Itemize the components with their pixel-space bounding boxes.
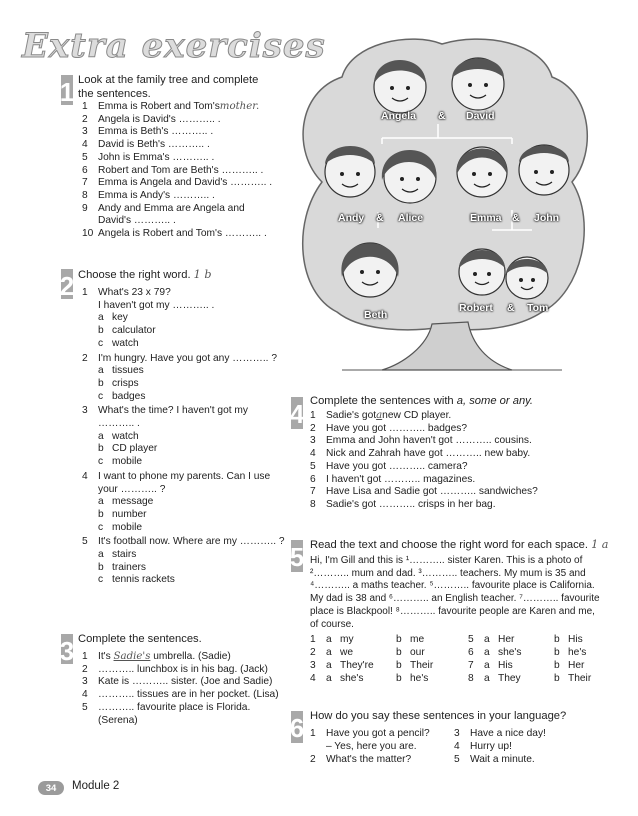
option-cell: a (326, 647, 332, 658)
item-number (82, 715, 98, 728)
option-text: number (112, 508, 147, 520)
exercise-4-instruction-text: Complete the sentences with (310, 395, 457, 407)
item-text-pre: Have Lisa and Sadie got ……….. sandwiches? (326, 486, 538, 498)
question-line (82, 471, 282, 484)
item-number: 8 (310, 498, 316, 510)
item-number: 9 (82, 202, 88, 214)
option-letter: a (98, 496, 104, 508)
option-letter: b (98, 561, 104, 573)
option-cell: a (484, 634, 490, 645)
item-text-pre: ……….. lunchbox is in his bag. (Jack) (98, 663, 268, 675)
exercise-4-instruction-words: a, some or any. (456, 395, 534, 407)
option-text: key (112, 312, 128, 324)
question-text: I'm hungry. Have you got any ……….. ? (98, 352, 277, 364)
item-number: 4 (82, 470, 88, 482)
option-item (82, 574, 282, 587)
page-number-badge: 34 (38, 781, 64, 795)
option-text: tennis rackets (112, 574, 175, 586)
option-text: badges (112, 390, 146, 402)
option-item (82, 378, 282, 391)
item-number: 5 (310, 460, 316, 472)
question-block (82, 536, 285, 587)
item-text: David's ……….. . (98, 215, 176, 227)
option-text: trainers (112, 561, 146, 573)
text-line: ⁴……….. a maths teacher. ⁵……….. favourite place is California. (310, 580, 595, 592)
item-cell (310, 740, 326, 753)
option-cell: our (410, 647, 425, 658)
tree-label-emma: Emma (470, 212, 502, 224)
option-item (82, 549, 282, 562)
item-text: Emma is Beth's ……….. . (98, 126, 214, 138)
example-answer: mother. (219, 101, 260, 112)
option-cell: 2 (310, 647, 316, 658)
list-item (82, 139, 282, 152)
option-cell: 3 (310, 660, 316, 671)
exercise-2-instruction (78, 268, 212, 282)
item-text (98, 676, 272, 689)
module-label: Module 2 (72, 780, 120, 792)
question-block (82, 353, 282, 404)
item-text-pre: Sadie's got ……….. crisps in her bag. (326, 498, 496, 510)
list-item (310, 423, 600, 436)
option-cell: b (554, 647, 560, 658)
item-number: 4 (310, 448, 316, 460)
item-number: 3 (82, 126, 88, 138)
option-text: message (112, 496, 154, 508)
exercise-1-instruction-line: the sentences. (78, 88, 151, 100)
question-text: It's football now. Where are my ……….. ? (98, 536, 285, 548)
option-text: crisps (112, 377, 139, 389)
item-text-pre: (Serena) (98, 714, 138, 726)
text-line: My dad is 38 and ⁶……….. an English teacher. ⁷……….. favourite (310, 593, 600, 605)
exercise-5-instruction-text: Read the text and choose the right word for each space. (310, 539, 588, 551)
exercise-number-5: 5 (289, 542, 305, 572)
tree-label-angela: Angela (381, 110, 417, 122)
exercise-4-instruction (310, 394, 533, 408)
item-text: John is Emma's ……….. . (98, 151, 215, 163)
list-item (82, 126, 282, 139)
item-number (82, 300, 98, 313)
exercise-1-instruction (78, 73, 278, 101)
option-row (310, 646, 608, 659)
item-cell: Wait a minute. (470, 754, 535, 765)
item-number: 5 (82, 701, 88, 713)
option-cell: me (410, 634, 425, 645)
item-text-pre: It's (98, 651, 114, 662)
option-letter: a (98, 365, 104, 377)
option-cell: a (484, 647, 490, 658)
list-item (82, 651, 292, 664)
option-item (82, 522, 282, 535)
list-item (82, 165, 282, 178)
option-cell: His (568, 634, 583, 645)
option-letter: b (98, 443, 104, 455)
exercise-5-example: 1 a (591, 538, 609, 551)
question-text: ……….. . (98, 418, 140, 430)
list-item (82, 228, 282, 241)
exercise-5-options (310, 633, 608, 685)
exercise-number-6: 6 (289, 713, 305, 743)
item-number: 3 (82, 676, 88, 688)
question-text: your ……….. ? (98, 483, 166, 495)
option-cell: my (340, 634, 354, 645)
text-line: Hi, I'm Gill and this is ¹……….. sister Karen. This is a photo of (310, 555, 583, 566)
option-text: CD player (112, 443, 158, 455)
option-letter: c (98, 390, 104, 402)
option-cell: b (554, 673, 560, 684)
option-letter: c (98, 574, 104, 586)
item-cell: 2 (310, 754, 316, 765)
item-number: 5 (82, 151, 88, 163)
item-text: Angela is David's ……….. . (98, 113, 221, 125)
option-cell: b (554, 660, 560, 671)
option-cell: a (484, 673, 490, 684)
item-number: 5 (82, 536, 88, 548)
option-text: mobile (112, 521, 143, 533)
question-line (82, 287, 282, 300)
option-item (82, 391, 282, 404)
option-cell: 6 (468, 647, 474, 658)
question-text: I haven't got my ……….. . (98, 299, 215, 311)
item-cell: Hurry up! (470, 741, 512, 752)
item-number (82, 418, 98, 431)
option-item (82, 431, 282, 444)
option-item (82, 509, 282, 522)
option-cell: b (396, 673, 402, 684)
option-item (82, 325, 282, 338)
family-tree-illustration (282, 32, 600, 376)
exercise-1-list (82, 101, 282, 241)
list-item (310, 410, 600, 423)
item-cell: 3 (454, 728, 460, 739)
item-number: 2 (82, 352, 88, 364)
item-cell: 5 (454, 754, 460, 765)
exercise-2-list (82, 287, 285, 587)
item-text (98, 664, 268, 677)
item-number: 4 (82, 689, 88, 701)
list-item (310, 474, 600, 487)
tree-label-ampersand: & (512, 212, 520, 224)
item-number: 2 (82, 113, 88, 125)
tree-label-beth: Beth (364, 309, 388, 321)
item-number: 3 (310, 435, 316, 447)
option-cell: she's (340, 673, 364, 684)
item-number (82, 484, 98, 497)
item-text-pre: Have you got ……….. badges? (326, 422, 468, 434)
question-line (82, 405, 282, 418)
exercise-5-instruction (310, 538, 608, 552)
option-row (310, 659, 608, 672)
option-cell: b (396, 634, 402, 645)
option-letter: b (98, 508, 104, 520)
option-text: watch (112, 337, 139, 349)
item-cell: Have a nice day! (470, 728, 546, 739)
tree-label-ampersand: & (438, 110, 446, 122)
example-answer: Sadie's (113, 651, 151, 662)
option-letter: a (98, 312, 104, 324)
option-text: mobile (112, 456, 143, 468)
option-cell: 5 (468, 634, 474, 645)
item-number: 2 (82, 663, 88, 675)
item-text-post: new CD player. (382, 410, 452, 421)
option-text: calculator (112, 325, 156, 337)
option-cell: a (326, 660, 332, 671)
option-cell: she's (498, 647, 522, 658)
item-text-pre: Emma and John haven't got ……….. cousins. (326, 435, 532, 447)
option-cell: he's (568, 647, 587, 658)
item-number: 1 (82, 287, 88, 298)
option-letter: a (98, 430, 104, 442)
option-letter: c (98, 337, 104, 349)
option-cell: They're (340, 660, 374, 671)
item-text-pre: Kate is ……….. sister. (Joe and Sadie) (98, 676, 273, 688)
option-letter: b (98, 377, 104, 389)
tree-label-tom: Tom (527, 302, 549, 314)
text-line: place is Blackpool! ⁸……….. favourite people are Karen and me, (310, 605, 595, 617)
item-cell: – Yes, here you are. (326, 741, 417, 752)
option-item (82, 312, 282, 325)
item-text-pre: Have you got ……….. camera? (326, 460, 468, 472)
item-text (98, 689, 279, 702)
option-letter: b (98, 325, 104, 337)
item-number: 4 (82, 139, 88, 151)
option-item (82, 456, 282, 469)
question-line (82, 418, 282, 431)
item-text: Andy and Emma are Angela and (98, 202, 245, 214)
tree-label-david: David (466, 110, 495, 122)
tree-label-ampersand: & (376, 212, 384, 224)
item-number: 6 (82, 164, 88, 176)
list-item (310, 461, 600, 474)
option-cell: 7 (468, 660, 474, 671)
item-number: 7 (82, 177, 88, 189)
exercise-number-2: 2 (59, 271, 75, 301)
question-text: What's the time? I haven't got my (98, 405, 248, 417)
list-item (310, 448, 600, 461)
item-cell: 4 (454, 741, 460, 752)
item-text (98, 651, 231, 664)
list-item (82, 689, 292, 702)
exercise-number-3: 3 (59, 636, 75, 666)
list-item (82, 190, 282, 203)
question-line (82, 484, 282, 497)
item-number: 1 (82, 651, 88, 662)
item-text: David is Beth's ……….. . (98, 139, 210, 151)
exercise-3-instruction: Complete the sentences. (78, 633, 202, 645)
option-item (82, 338, 282, 351)
list-item (310, 740, 590, 753)
item-number: 8 (82, 189, 88, 201)
option-row (310, 672, 608, 685)
option-cell: Her (568, 660, 585, 671)
option-cell: Their (568, 673, 592, 684)
exercise-2-instruction-text: Choose the right word. (78, 269, 191, 281)
list-item (82, 676, 292, 689)
option-text: stairs (112, 549, 137, 561)
item-number: 2 (310, 422, 316, 434)
item-text (98, 702, 250, 715)
list-item (82, 203, 282, 216)
list-item (310, 486, 600, 499)
item-number (82, 215, 98, 228)
item-number: 6 (310, 473, 316, 485)
option-cell: b (554, 634, 560, 645)
question-text: I want to phone my parents. Can I use (98, 470, 271, 482)
item-text-pre: ……….. tissues are in her pocket. (Lisa) (98, 689, 279, 701)
option-cell: he's (410, 673, 429, 684)
list-item (310, 435, 600, 448)
item-number: 1 (310, 410, 316, 421)
tree-label-john: John (534, 212, 560, 224)
item-cell: Have you got a pencil? (326, 728, 430, 739)
exercise-6-instruction: How do you say these sentences in your language? (310, 710, 567, 722)
exercise-3-list (82, 651, 292, 727)
option-cell: b (396, 647, 402, 658)
tree-label-robert: Robert (459, 302, 493, 314)
option-letter: a (98, 549, 104, 561)
item-text (98, 715, 138, 728)
option-text: watch (112, 430, 139, 442)
question-line (82, 300, 282, 313)
list-item (310, 727, 590, 740)
option-letter: c (98, 521, 104, 533)
page-title: Extra exercises (22, 26, 326, 66)
tree-label-andy: Andy (338, 212, 365, 224)
list-item (82, 664, 292, 677)
list-item (82, 177, 282, 190)
question-text: What's 23 x 79? (98, 287, 171, 298)
option-item (82, 496, 282, 509)
question-line (82, 353, 282, 366)
question-block (82, 405, 282, 469)
option-cell: 1 (310, 634, 316, 645)
list-item (82, 715, 292, 728)
option-row (310, 633, 608, 646)
tree-label-alice: Alice (398, 212, 424, 224)
option-cell: His (498, 660, 513, 671)
option-cell: we (340, 647, 354, 658)
item-number: 3 (82, 405, 88, 417)
option-cell: b (396, 660, 402, 671)
list-item (310, 753, 590, 766)
option-item (82, 443, 282, 456)
item-text: Emma is Angela and David's ……….. . (98, 177, 273, 189)
text-line: ²……….. mum and dad. ³……….. teachers. My mum is 35 and (310, 567, 586, 579)
item-cell: What's the matter? (326, 754, 412, 765)
list-item (82, 215, 282, 228)
exercise-1-instruction-line: Look at the family tree and complete (78, 74, 259, 86)
option-text: tissues (112, 365, 144, 377)
question-line (82, 536, 285, 549)
item-text-pre: Sadie's got (326, 410, 377, 421)
exercise-number-4: 4 (289, 399, 305, 429)
option-cell: a (326, 673, 332, 684)
exercise-6-list (310, 727, 590, 766)
tree-label-ampersand: & (507, 302, 515, 314)
option-cell: 4 (310, 673, 316, 684)
item-text-pre: Nick and Zahrah have got ……….. new baby. (326, 448, 531, 460)
option-item (82, 562, 282, 575)
option-cell: 8 (468, 673, 474, 684)
list-item (82, 702, 292, 715)
item-text: Emma is Robert and Tom's (98, 101, 220, 112)
option-cell: They (498, 673, 521, 684)
item-number: 7 (310, 486, 316, 498)
text-line: of course. (310, 618, 354, 630)
item-text-pre: I haven't got ……….. magazines. (326, 473, 476, 485)
item-number: 1 (82, 101, 88, 112)
exercise-5-text (310, 555, 605, 631)
list-item (310, 499, 600, 512)
option-cell: a (326, 634, 332, 645)
item-cell: 1 (310, 728, 316, 739)
item-text: Emma is Andy's ……….. . (98, 189, 215, 201)
option-cell: Her (498, 634, 515, 645)
exercise-number-1: 1 (59, 77, 75, 107)
list-item (82, 114, 282, 127)
option-letter: c (98, 456, 104, 468)
question-block (82, 287, 282, 351)
exercise-2-example: 1 b (193, 268, 212, 281)
option-cell: Their (410, 660, 434, 671)
list-item (82, 152, 282, 165)
item-text-post: umbrella. (Sadie) (150, 651, 231, 662)
item-number: 10 (82, 228, 94, 240)
item-text: Robert and Tom are Beth's ……….. . (98, 164, 264, 176)
example-answer: a (376, 410, 383, 421)
item-text-pre: ……….. favourite place is Florida. (98, 701, 251, 713)
option-cell: a (484, 660, 490, 671)
list-item (82, 101, 282, 114)
exercise-4-list (310, 410, 600, 512)
option-item (82, 365, 282, 378)
question-block (82, 471, 282, 535)
item-text: Angela is Robert and Tom's ……….. . (98, 228, 267, 240)
